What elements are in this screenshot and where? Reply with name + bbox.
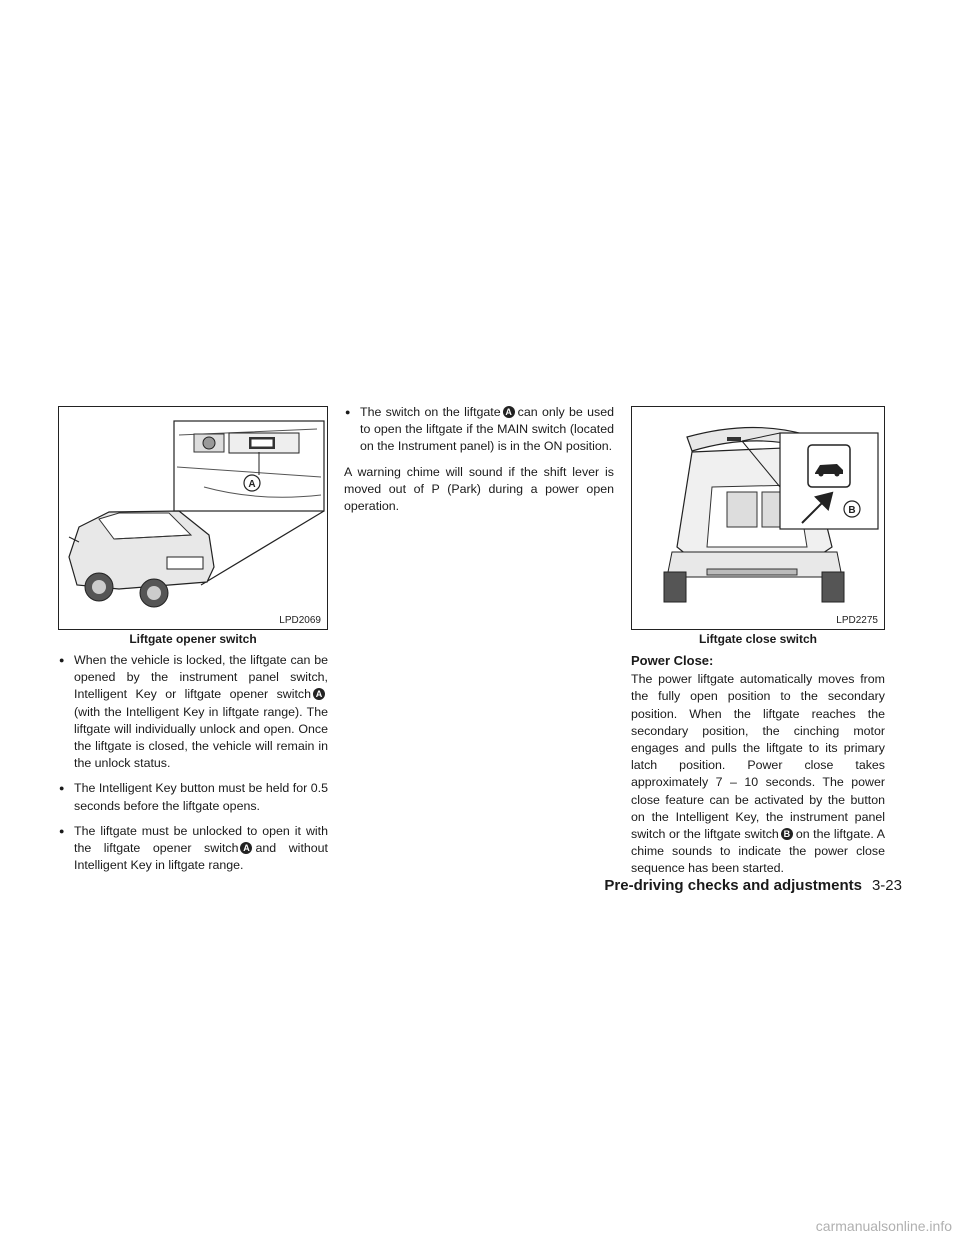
figure-caption: Liftgate close switch	[698, 632, 818, 646]
figure-liftgate-close-switch	[631, 406, 885, 630]
bullet-text: and without Intelligent Key in liftgate range.	[74, 841, 328, 873]
bullet-text: can only be used to open the liftgate if the MAIN switch (located on the Instrument panel) is in the ON position.	[360, 405, 615, 454]
middle-column	[344, 404, 614, 523]
section-title: Pre-driving checks and adjustments	[604, 877, 862, 894]
bullet-item	[344, 404, 614, 456]
liftgate-opener-illustration	[59, 407, 329, 631]
callout-marker: B	[781, 828, 793, 840]
callout-marker: A	[313, 688, 325, 700]
liftgate-close-illustration	[632, 407, 886, 631]
right-column	[631, 652, 885, 886]
bullet-text: (with the Intelligent Key in liftgate range). The liftgate will individually unlock and open. Once the liftgate is closed, the vehicle will remain in the unlock status.	[74, 704, 328, 771]
paragraph-text: on the liftgate. A chime sounds to indicate the power close sequence has been started.	[631, 827, 885, 876]
callout-marker: A	[503, 406, 515, 418]
figure-code: LPD2275	[836, 615, 878, 626]
bullet-text: When the vehicle is locked, the liftgate can be opened by the instrument panel switch, Intelligent Key or liftgate opener switch	[74, 653, 328, 702]
paragraph-text: The power liftgate automatically moves from the fully open position to the secondary position. When the liftgate reaches the secondary position, the cinching motor engages and pulls the liftgate to its primary latch position. Power close takes approximately 7 – 10 seconds. The power close feature can be activated by the button on the Intelligent Key, the instrument panel switch or the liftgate switch	[631, 672, 885, 842]
power-close-paragraph	[631, 671, 885, 877]
figure-caption: Liftgate opener switch	[129, 632, 257, 646]
left-column	[58, 652, 328, 882]
bullet-text: The Intelligent Key button must be held for 0.5 seconds before the liftgate opens.	[74, 781, 328, 813]
svg-text:B: B	[848, 505, 856, 516]
page-footer	[604, 877, 902, 894]
page-number: 3-23	[871, 877, 902, 894]
bullet-item	[58, 652, 328, 772]
svg-text:A: A	[248, 479, 256, 490]
section-heading: Power Close:	[631, 653, 714, 668]
figure-code: LPD2069	[279, 615, 321, 626]
warning-paragraph: A warning chime will sound if the shift lever is moved out of P (Park) during a power open operation.	[344, 464, 614, 514]
bullet-item	[58, 780, 328, 814]
figure-liftgate-opener-switch	[58, 406, 328, 630]
bullet-text: The switch on the liftgate	[360, 405, 501, 419]
bullet-text: The liftgate must be unlocked to open it with the liftgate opener switch	[74, 823, 328, 856]
watermark: carmanualsonline.info	[815, 1218, 952, 1234]
bullet-item	[58, 823, 328, 875]
callout-marker: A	[240, 842, 252, 854]
